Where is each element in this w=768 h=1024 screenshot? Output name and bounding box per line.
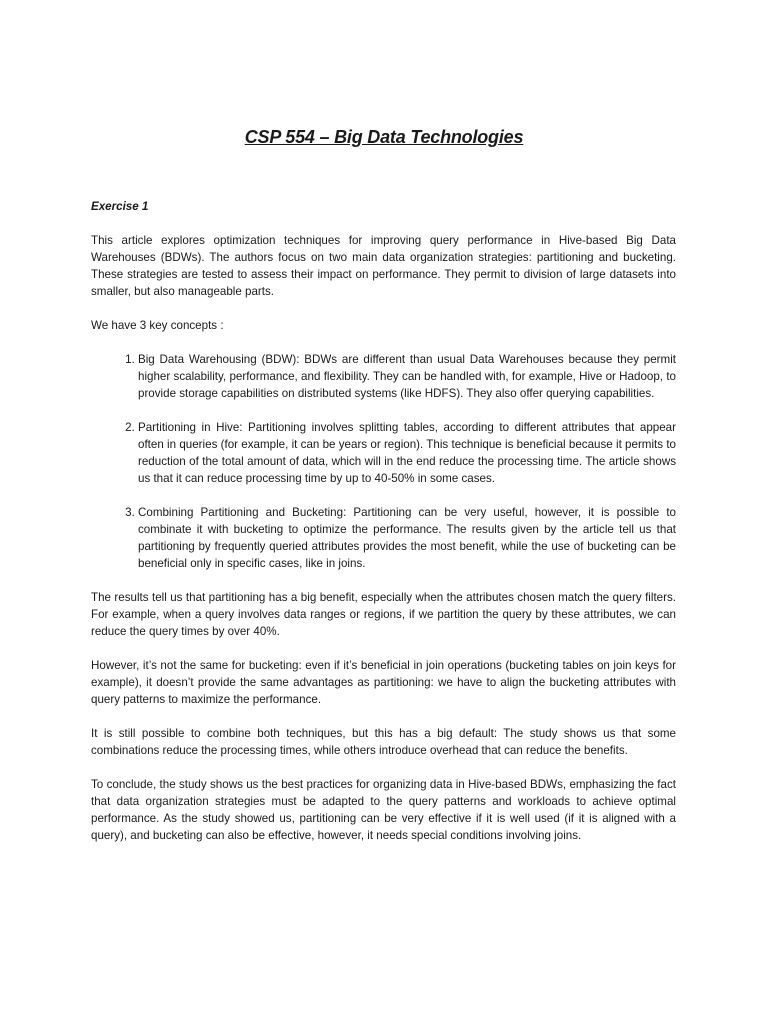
document-body bbox=[91, 198, 676, 861]
key-concept-item: 1. Big Data Warehousing (BDW): BDWs are different than usual Data Warehouses because they permit higher scalability, performance, and flexibility. They can be handled with, for example, Hive or Hadoop, to provide storage capabilities on distributed systems (like HDFS). They also offer querying capabilities. bbox=[138, 351, 676, 402]
bucketing-paragraph: However, it’s not the same for bucketing: even if it’s beneficial in join operations (bucketing tables on join keys for example), it doesn’t provide the same advantages as partitioning: we have to align the bucketing attributes with query patterns to maximize the performance. bbox=[91, 659, 676, 706]
combination-paragraph: It is still possible to combine both techniques, but this has a big default: The study shows us that some combinations reduce the processing times, while others introduce overhead that can reduce the benefits. bbox=[91, 727, 676, 757]
exercise-heading: Exercise 1 bbox=[91, 200, 149, 213]
results-paragraph: The results tell us that partitioning has a big benefit, especially when the attributes chosen match the query filters. For example, when a query involves data ranges or regions, if we partition the query by these attributes, we can reduce the query times by over 40%. bbox=[91, 591, 676, 638]
key-concept-item: 3. Combining Partitioning and Bucketing: Partitioning can be very useful, however, it is possible to combinate it with bucketing to optimize the performance. The results given by the article tell us that partitioning by frequently queried attributes provides the most benefit, while the use of bucketing can be beneficial only in specific cases, like in joins. bbox=[138, 504, 676, 572]
key-concepts-lead: We have 3 key concepts : bbox=[91, 319, 224, 332]
key-concept-item: 2. Partitioning in Hive: Partitioning involves splitting tables, according to different attributes that appear often in queries (for example, it can be years or region). This technique is beneficial because it permits to reduction of the total amount of data, which will in the end reduce the processing time. The article shows us that it can reduce processing time by up to 40-50% in some cases. bbox=[138, 419, 676, 487]
intro-paragraph: This article explores optimization techniques for improving query performance in Hive-based Big Data Warehouses (BDWs). The authors focus on two main data organization strategies: partitioning and bucketing. These strategies are tested to assess their impact on performance. They permit to division of large datasets into smaller, but also manageable parts. bbox=[91, 234, 676, 298]
conclusion-paragraph: To conclude, the study shows us the best practices for organizing data in Hive-based BDWs, emphasizing the fact that data organization strategies must be adapted to the query patterns and workloads to achieve optimal performance. As the study showed us, partitioning can be very effective if it is well used (if it is aligned with a query), and bucketing can also be effective, however, it needs special conditions involving joins. bbox=[91, 778, 676, 842]
document-title: CSP 554 – Big Data Technologies bbox=[244, 127, 524, 147]
key-concepts-list bbox=[91, 351, 676, 572]
